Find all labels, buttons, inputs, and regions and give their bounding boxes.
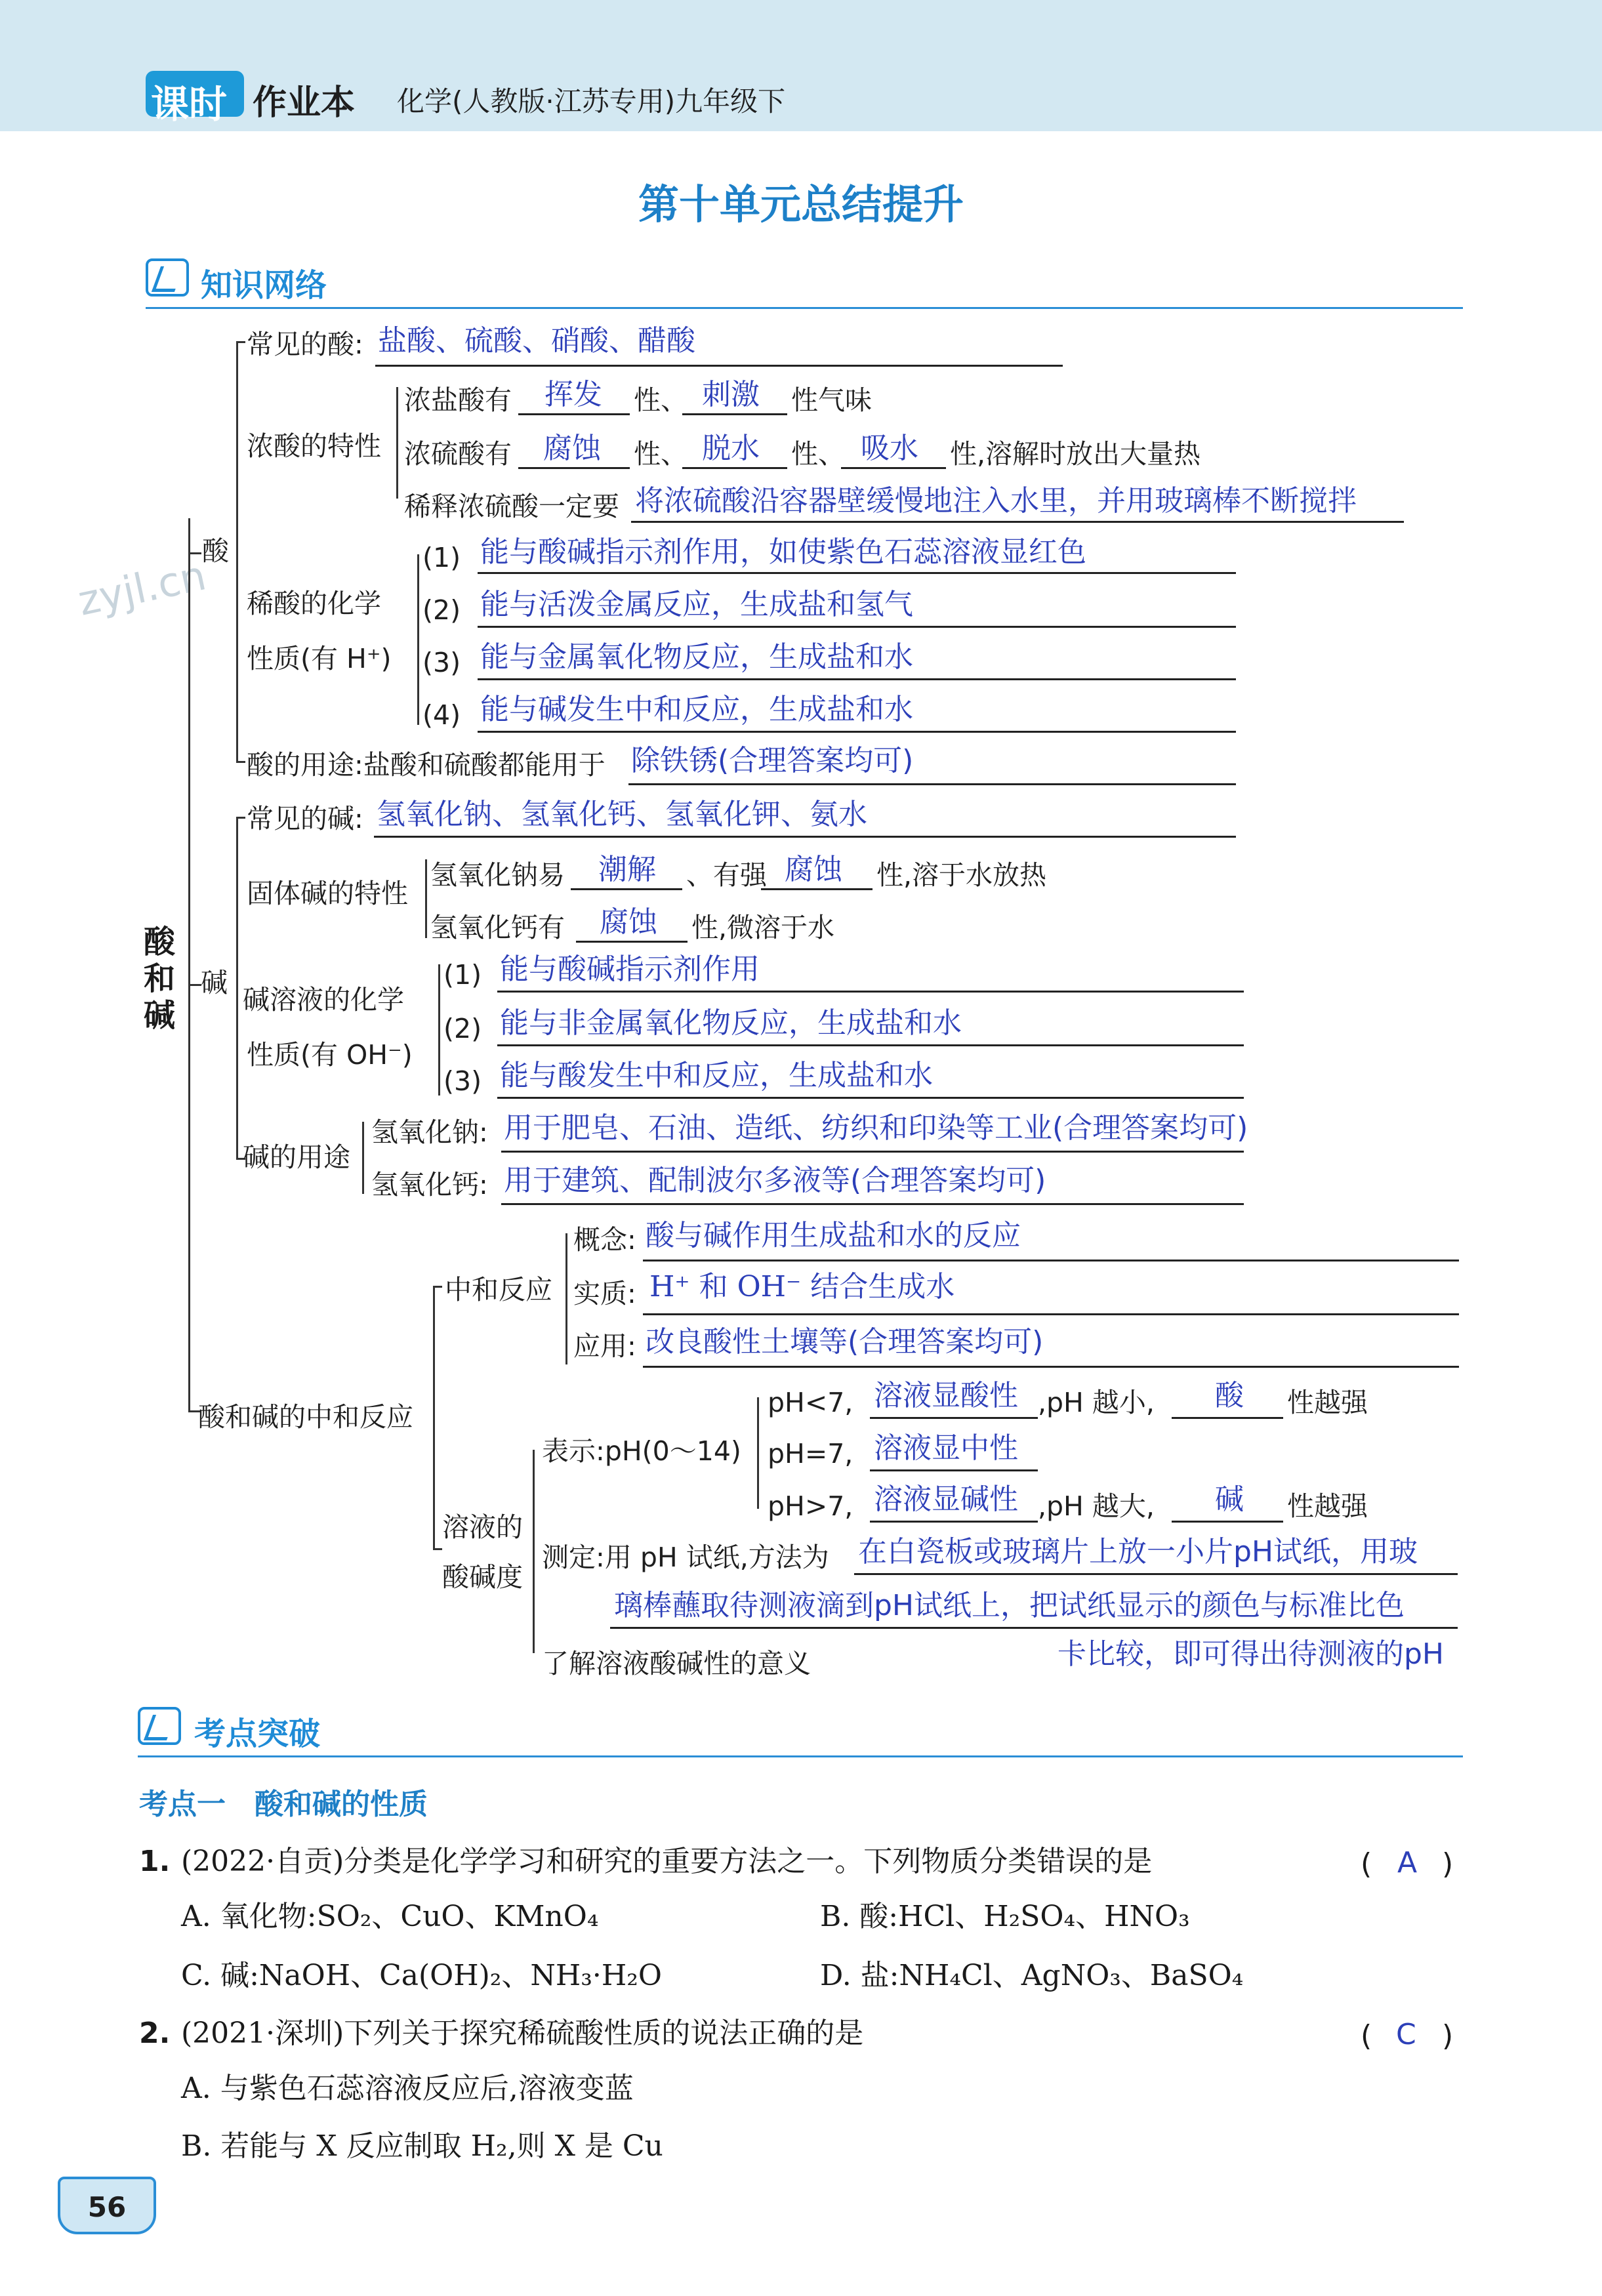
measure-answer-1: 在白瓷板或玻璃片上放一小片pH试纸，用玻 <box>858 1535 1418 1568</box>
runner-icon <box>138 1707 181 1745</box>
answer-underline <box>478 678 1236 680</box>
q2-paren-right: ) <box>1442 2019 1454 2053</box>
dilute-bracket <box>417 554 419 725</box>
ph-eq-answer: 溶液显中性 <box>874 1431 1018 1465</box>
q2-stem: (2021·深圳)下列关于探究稀硫酸性质的说法正确的是 <box>181 2017 864 2050</box>
ph-lt-answer-2: 酸 <box>1215 1379 1244 1412</box>
answer-underline <box>518 467 630 469</box>
logo-text: 课时 <box>151 82 228 127</box>
conc-hcl-answer-2: 刺激 <box>702 378 760 411</box>
base-item-3: 能与酸发生中和反应，生成盐和水 <box>500 1059 933 1092</box>
subject-label: 化学(人教版·江苏专用)九年级下 <box>397 85 786 117</box>
base-use-bracket <box>362 1122 364 1194</box>
section-divider <box>146 307 1463 309</box>
naoh-answer-1: 潮解 <box>598 853 656 886</box>
answer-underline <box>1172 1417 1283 1419</box>
base-item-num-1: (1) <box>443 959 482 991</box>
base-use-label: 碱的用途 <box>243 1141 350 1173</box>
base-item-num-3: (3) <box>443 1065 482 1097</box>
conc-h2so4-prefix: 浓硫酸有 <box>404 438 512 470</box>
answer-underline <box>501 1151 1244 1153</box>
answer-underline <box>841 467 946 469</box>
dilute-item-num-4: (4) <box>422 699 461 731</box>
book-name: 作业本 <box>253 83 356 123</box>
answer-underline <box>374 836 1236 838</box>
ph-gt-answer-2: 碱 <box>1215 1483 1244 1516</box>
naoh-end: 性,溶于水放热 <box>876 859 1047 891</box>
q1-paren-right: ) <box>1442 1847 1454 1881</box>
answer-underline <box>375 365 1063 367</box>
acid-node: 酸 <box>202 535 229 567</box>
ph-gt-answer-1: 溶液显碱性 <box>874 1483 1018 1516</box>
conc-hcl-end: 性气味 <box>791 384 872 416</box>
ph-gt-label: pH>7, <box>768 1490 853 1522</box>
conc-acid-label: 浓酸的特性 <box>247 430 381 462</box>
common-acids-label: 常见的酸: <box>247 329 363 360</box>
ph-gt-mid: ,pH 越大, <box>1038 1490 1155 1522</box>
ph-label-1: 溶液的 <box>442 1511 523 1543</box>
ph-eq-label: pH=7, <box>768 1438 853 1469</box>
caoh-answer: 腐蚀 <box>600 905 657 939</box>
q1-number: 1. <box>139 1845 171 1878</box>
watermark: zyjl.cn <box>73 551 211 625</box>
base-chem-label-2: 性质(有 OH⁻) <box>247 1039 413 1071</box>
ph-lt-answer-1: 溶液显酸性 <box>874 1379 1018 1412</box>
branch-tick <box>433 1548 442 1550</box>
dilute-item-num-1: (1) <box>422 542 461 573</box>
base-item-1: 能与酸碱指示剂作用 <box>500 953 760 986</box>
branch-tick <box>433 1286 442 1288</box>
nr-bracket <box>565 1233 567 1364</box>
rep-bracket <box>757 1397 759 1509</box>
conc-hcl-prefix: 浓盐酸有 <box>404 384 512 416</box>
concept-label: 概念: <box>573 1224 636 1256</box>
neutral-reaction-label: 中和反应 <box>445 1274 552 1305</box>
section-divider <box>138 1755 1463 1757</box>
dilute-item-4: 能与碱发生中和反应，生成盐和水 <box>480 693 913 726</box>
conc-h2so4-answer-1: 腐蚀 <box>543 432 601 465</box>
q1-option-d[interactable]: D. 盐:NH₄Cl、AgNO₃、BaSO₄ <box>820 1959 1244 1992</box>
answer-underline <box>870 1521 1038 1523</box>
ph-bracket <box>533 1450 535 1653</box>
common-bases-label: 常见的碱: <box>247 803 363 834</box>
conc-h2so4-answer-2: 脱水 <box>702 432 760 465</box>
caoh-use-label: 氢氧化钙: <box>371 1169 488 1200</box>
root-label: 酸和碱 <box>143 924 175 1034</box>
application-label: 应用: <box>573 1330 636 1362</box>
answer-underline <box>682 467 787 469</box>
naoh-prefix: 氢氧化钠易 <box>430 859 565 891</box>
naoh-answer-2: 腐蚀 <box>785 853 842 886</box>
kaodian-title: 考点一 酸和碱的性质 <box>139 1788 428 1821</box>
dilute-item-num-2: (2) <box>422 594 461 626</box>
q2-number: 2. <box>139 2017 171 2050</box>
concept-answer: 酸与碱作用生成盐和水的反应 <box>646 1219 1021 1252</box>
answer-underline <box>478 572 1236 574</box>
branch-tick <box>188 552 201 554</box>
answer-underline <box>643 1366 1459 1368</box>
answer-underline <box>497 991 1244 993</box>
caoh-use-answer: 用于建筑、配制波尔多液等(合理答案均可) <box>504 1164 1046 1197</box>
caoh-end: 性,微溶于水 <box>691 912 835 943</box>
base-chem-bracket <box>438 964 440 1096</box>
branch-tick <box>236 817 245 819</box>
caoh-prefix: 氢氧化钙有 <box>430 912 565 943</box>
answer-underline <box>854 1573 1458 1575</box>
solid-bracket <box>425 859 427 938</box>
answer-underline <box>870 1417 1038 1419</box>
unit-title: 第十单元总结提升 <box>638 180 964 228</box>
runner-icon <box>146 258 189 297</box>
neutral-bracket <box>433 1286 435 1548</box>
ph-lt-mid: ,pH 越小, <box>1038 1387 1155 1418</box>
dilute-answer: 将浓硫酸沿容器壁缓慢地注入水里，并用玻璃棒不断搅拌 <box>635 484 1357 518</box>
conc-h2so4-mid-1: 性、 <box>634 438 688 470</box>
acid-use-answer: 除铁锈(合理答案均可) <box>631 744 914 777</box>
answer-underline <box>571 888 682 890</box>
dilute-chem-label-2: 性质(有 H⁺) <box>247 643 392 674</box>
dilute-chem-label-1: 稀酸的化学 <box>247 588 381 619</box>
measure-label: 测定:用 pH 试纸,方法为 <box>542 1542 829 1573</box>
q1-paren-left: ( <box>1361 1847 1372 1881</box>
base-bracket <box>236 817 238 1158</box>
answer-underline <box>643 1260 1459 1261</box>
representation-label: 表示:pH(0～14) <box>542 1435 741 1467</box>
q2-option-b[interactable]: B. 若能与 X 反应制取 H₂,则 X 是 Cu <box>181 2129 663 2163</box>
q1-option-a[interactable]: A. 氧化物:SO₂、CuO、KMnO₄ <box>181 1900 599 1933</box>
answer-underline <box>497 1097 1244 1099</box>
section-title-breakthrough: 考点突破 <box>194 1715 321 1752</box>
q1-option-b[interactable]: B. 酸:HCl、H₂SO₄、HNO₃ <box>820 1900 1190 1933</box>
conc-hcl-mid: 性、 <box>634 384 688 416</box>
naoh-use-answer: 用于肥皂、石油、造纸、纺织和印染等工业(合理答案均可) <box>504 1111 1248 1145</box>
ph-gt-end: 性越强 <box>1287 1490 1368 1522</box>
dilute-item-2: 能与活泼金属反应，生成盐和氢气 <box>480 588 913 621</box>
answer-underline <box>870 1469 1038 1471</box>
dilute-prefix: 稀释浓硫酸一定要 <box>404 491 619 522</box>
acid-use-label: 酸的用途:盐酸和硫酸都能用于 <box>247 749 606 781</box>
dilute-item-3: 能与金属氧化物反应，生成盐和水 <box>480 640 913 674</box>
application-answer: 改良酸性土壤等(合理答案均可) <box>646 1325 1044 1359</box>
q2-option-a[interactable]: A. 与紫色石蕊溶液反应后,溶液变蓝 <box>181 2072 634 2105</box>
answer-underline <box>1172 1521 1283 1523</box>
conc-h2so4-end: 性,溶解时放出大量热 <box>950 438 1201 470</box>
q2-paren-left: ( <box>1361 2019 1372 2053</box>
conc-h2so4-answer-3: 吸水 <box>861 432 918 465</box>
conc-bracket <box>396 387 398 499</box>
essence-label: 实质: <box>573 1278 636 1309</box>
answer-underline <box>518 413 630 415</box>
q1-stem: (2022·自贡)分类是化学学习和研究的重要方法之一。下列物质分类错误的是 <box>181 1845 1153 1878</box>
root-bracket <box>188 518 190 1410</box>
answer-underline <box>478 626 1236 628</box>
answer-underline <box>501 1203 1244 1205</box>
answer-underline <box>628 783 1236 785</box>
essence-answer: H⁺ 和 OH⁻ 结合生成水 <box>649 1270 955 1303</box>
answer-underline <box>682 413 787 415</box>
answer-underline <box>610 1627 1458 1629</box>
answer-underline <box>497 1044 1244 1046</box>
solid-base-label: 固体碱的特性 <box>247 878 408 909</box>
ph-lt-end: 性越强 <box>1287 1387 1368 1418</box>
answer-underline <box>761 888 873 890</box>
branch-tick <box>236 341 245 343</box>
q1-option-c[interactable]: C. 碱:NaOH、Ca(OH)₂、NH₃·H₂O <box>181 1959 662 1992</box>
common-acids-answer: 盐酸、硫酸、硝酸、醋酸 <box>378 324 695 358</box>
conc-h2so4-mid-2: 性、 <box>791 438 845 470</box>
base-item-2: 能与非金属氧化物反应，生成盐和水 <box>500 1006 962 1040</box>
q2-answer: C <box>1396 2018 1416 2051</box>
measure-answer-2: 璃棒蘸取待测液滴到pH试纸上，把试纸显示的颜色与标准比色 <box>614 1589 1405 1622</box>
ph-label-2: 酸碱度 <box>442 1561 523 1593</box>
page-number: 56 <box>87 2191 127 2223</box>
acid-bracket <box>236 341 238 761</box>
common-bases-answer: 氢氧化钠、氢氧化钙、氢氧化钾、氨水 <box>377 798 867 831</box>
meaning-label: 了解溶液酸碱性的意义 <box>542 1648 811 1679</box>
naoh-mid: 、有强 <box>686 859 767 891</box>
answer-underline <box>576 941 688 943</box>
base-node: 碱 <box>201 967 228 998</box>
answer-underline <box>643 1313 1459 1315</box>
branch-tick <box>236 761 245 763</box>
measure-answer-3: 卡比较，即可得出待测液的pH <box>1058 1637 1445 1671</box>
answer-underline <box>631 521 1404 523</box>
answer-underline <box>478 731 1236 733</box>
base-item-num-2: (2) <box>443 1013 482 1044</box>
base-chem-label-1: 碱溶液的化学 <box>243 984 404 1015</box>
dilute-item-1: 能与酸碱指示剂作用，如使紫色石蕊溶液显红色 <box>480 535 1086 569</box>
q1-answer: A <box>1397 1846 1418 1879</box>
branch-tick <box>188 984 201 986</box>
dilute-item-num-3: (3) <box>422 647 461 678</box>
ph-lt-label: pH<7, <box>768 1387 853 1418</box>
naoh-use-label: 氢氧化钠: <box>371 1117 488 1148</box>
neutralization-node: 酸和碱的中和反应 <box>198 1401 413 1433</box>
section-title-network: 知识网络 <box>201 267 327 304</box>
conc-hcl-answer-1: 挥发 <box>544 378 602 411</box>
